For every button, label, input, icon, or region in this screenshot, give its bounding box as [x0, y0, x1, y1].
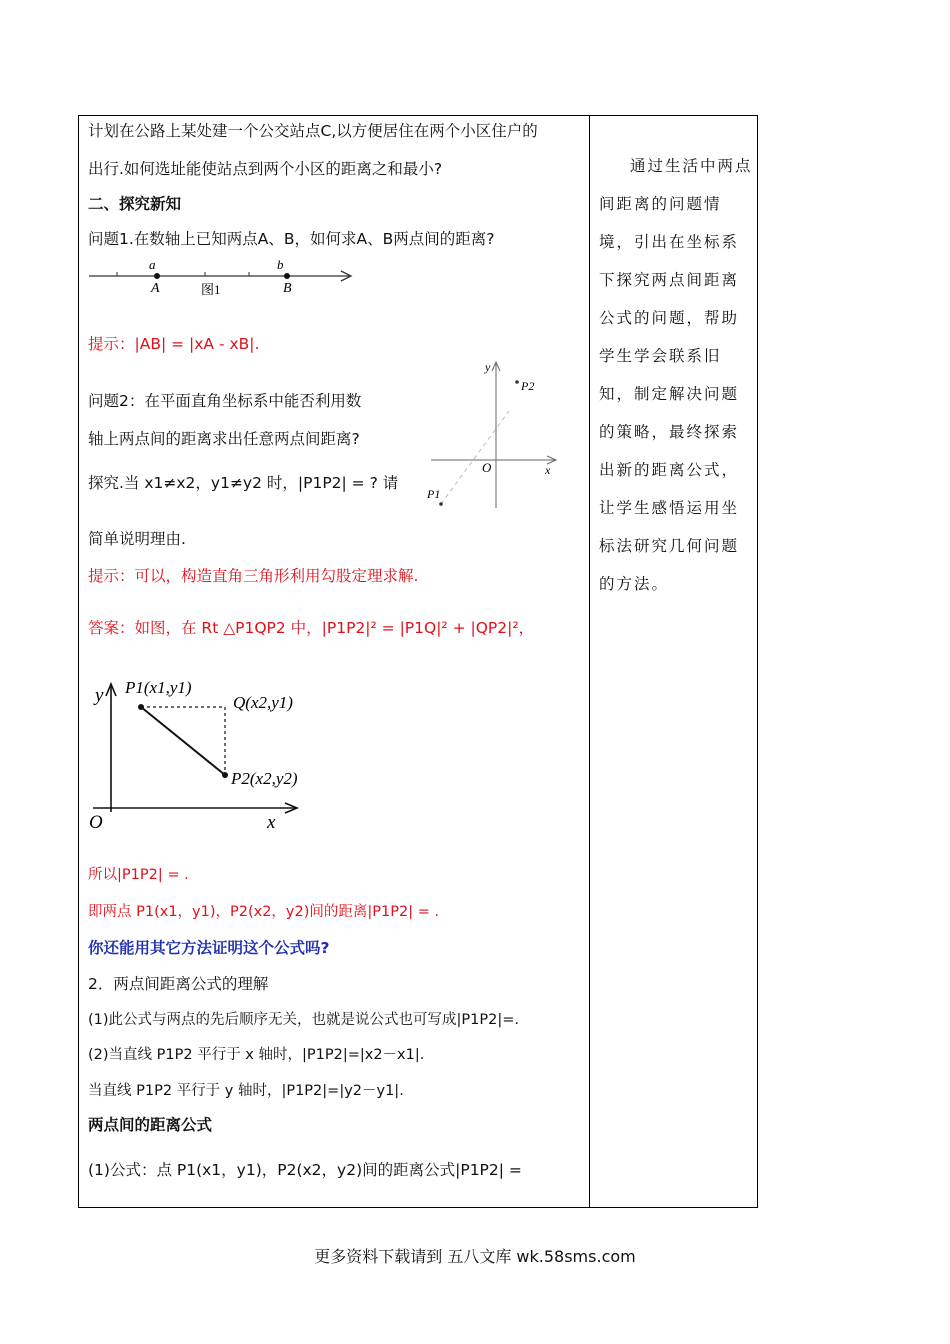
- fig3-x: x: [267, 812, 276, 831]
- fig1-caption: 图1: [201, 282, 221, 296]
- distance-line: 即两点 P1(x1，y1)，P2(x2，y2)间的距离|P1P2| = .: [88, 904, 440, 920]
- side-note-line: 出新的距离公式，: [599, 461, 740, 479]
- side-note-line: 学生学会联系旧: [599, 347, 722, 365]
- side-note-line: 公式的问题，帮助: [599, 309, 740, 327]
- section-title: 二、探究新知: [88, 195, 182, 213]
- fig3-P1: P1(x1,y1): [125, 678, 192, 697]
- side-note-line: 标法研究几何问题: [599, 537, 740, 555]
- fig3-O: O: [89, 812, 103, 831]
- point-P1: [138, 704, 144, 710]
- question-1: 问题1.在数轴上已知两点A、B，如何求A、B两点间的距离?: [88, 230, 495, 248]
- understanding-2: (2)当直线 P1P2 平行于 x 轴时，|P1P2|=|x2－x1|.: [88, 1047, 425, 1063]
- side-notes: [599, 147, 751, 603]
- fig2-P1: P1: [427, 487, 441, 501]
- point-b: [284, 273, 290, 279]
- hint-2: 提示：可以，构造直角三角形利用勾股定理求解.: [88, 567, 419, 585]
- fig2-O: O: [482, 460, 492, 475]
- hint-1: 提示：|AB| = |xA - xB|.: [88, 335, 260, 353]
- so-line: 所以|P1P2| = .: [88, 867, 189, 883]
- fig3-Q: Q(x2,y1): [233, 693, 293, 712]
- number-line-figure: [87, 254, 357, 296]
- side-note-line: 知，制定解决问题: [599, 385, 740, 403]
- fig3-P2: P2(x2,y2): [231, 769, 298, 788]
- understanding-1: (1)此公式与两点的先后顺序无关，也就是说公式也可写成|P1P2|=.: [88, 1012, 520, 1028]
- side-note-line: 的策略，最终探索: [599, 423, 740, 441]
- label-b: b: [277, 257, 284, 272]
- fig3-y: y: [95, 685, 104, 706]
- label-a: a: [149, 257, 156, 272]
- formula-line: (1)公式：点 P1(x1，y1)，P2(x2，y2)间的距离公式|P1P2| =: [88, 1161, 522, 1179]
- point-P2: [222, 772, 228, 778]
- hypotenuse: [141, 707, 225, 775]
- footer-link[interactable]: 更多资料下载请到 五八文库 wk.58sms.com: [314, 1247, 636, 1266]
- explore-line-2: 简单说明理由.: [88, 530, 186, 548]
- formula-title: 两点间的距离公式: [88, 1116, 213, 1134]
- explore-line: 探究.当 x1≠x2，y1≠y2 时，|P1P2| = ? 请: [88, 474, 399, 492]
- lesson-table: [78, 115, 758, 1208]
- understanding-title: 2．两点间距离公式的理解: [88, 975, 269, 993]
- intro-line-1: 计划在公路上某处建一个公交站点C,以方便居住在两个小区住户的: [88, 122, 538, 140]
- intro-line-2: 出行.如何选址能使站点到两个小区的距离之和最小?: [88, 160, 443, 178]
- question-blue: 你还能用其它方法证明这个公式吗?: [88, 939, 330, 957]
- side-note-line: 下探究两点间距离: [599, 271, 740, 289]
- side-note-line: 通过生活中两点: [630, 157, 753, 175]
- fig2-x: x: [545, 463, 551, 477]
- side-note-line: 让学生感悟运用坐: [599, 499, 740, 517]
- point-a: [154, 273, 160, 279]
- column-divider: [589, 116, 590, 1207]
- coordinate-sketch: [427, 356, 562, 511]
- label-A: A: [151, 281, 160, 296]
- understanding-3: 当直线 P1P2 平行于 y 轴时，|P1P2|=|y2－y1|.: [88, 1083, 404, 1099]
- question-2-line-2: 轴上两点间的距离求出任意两点间距离?: [88, 430, 360, 448]
- question-2-line-1: 问题2：在平面直角坐标系中能否利用数: [88, 392, 362, 410]
- label-B: B: [283, 281, 292, 296]
- side-note-line: 间距离的问题情: [599, 195, 722, 213]
- right-triangle-figure: [85, 666, 345, 831]
- fig2-P2: P2: [521, 379, 535, 393]
- side-note-line: 的方法。: [599, 575, 670, 593]
- side-note-line: 境，引出在坐标系: [599, 233, 740, 251]
- fig2-y: y: [485, 360, 491, 374]
- answer-line: 答案：如图，在 Rt △P1QP2 中，|P1P2|² = |P1Q|² + |QP2|²，: [88, 619, 535, 637]
